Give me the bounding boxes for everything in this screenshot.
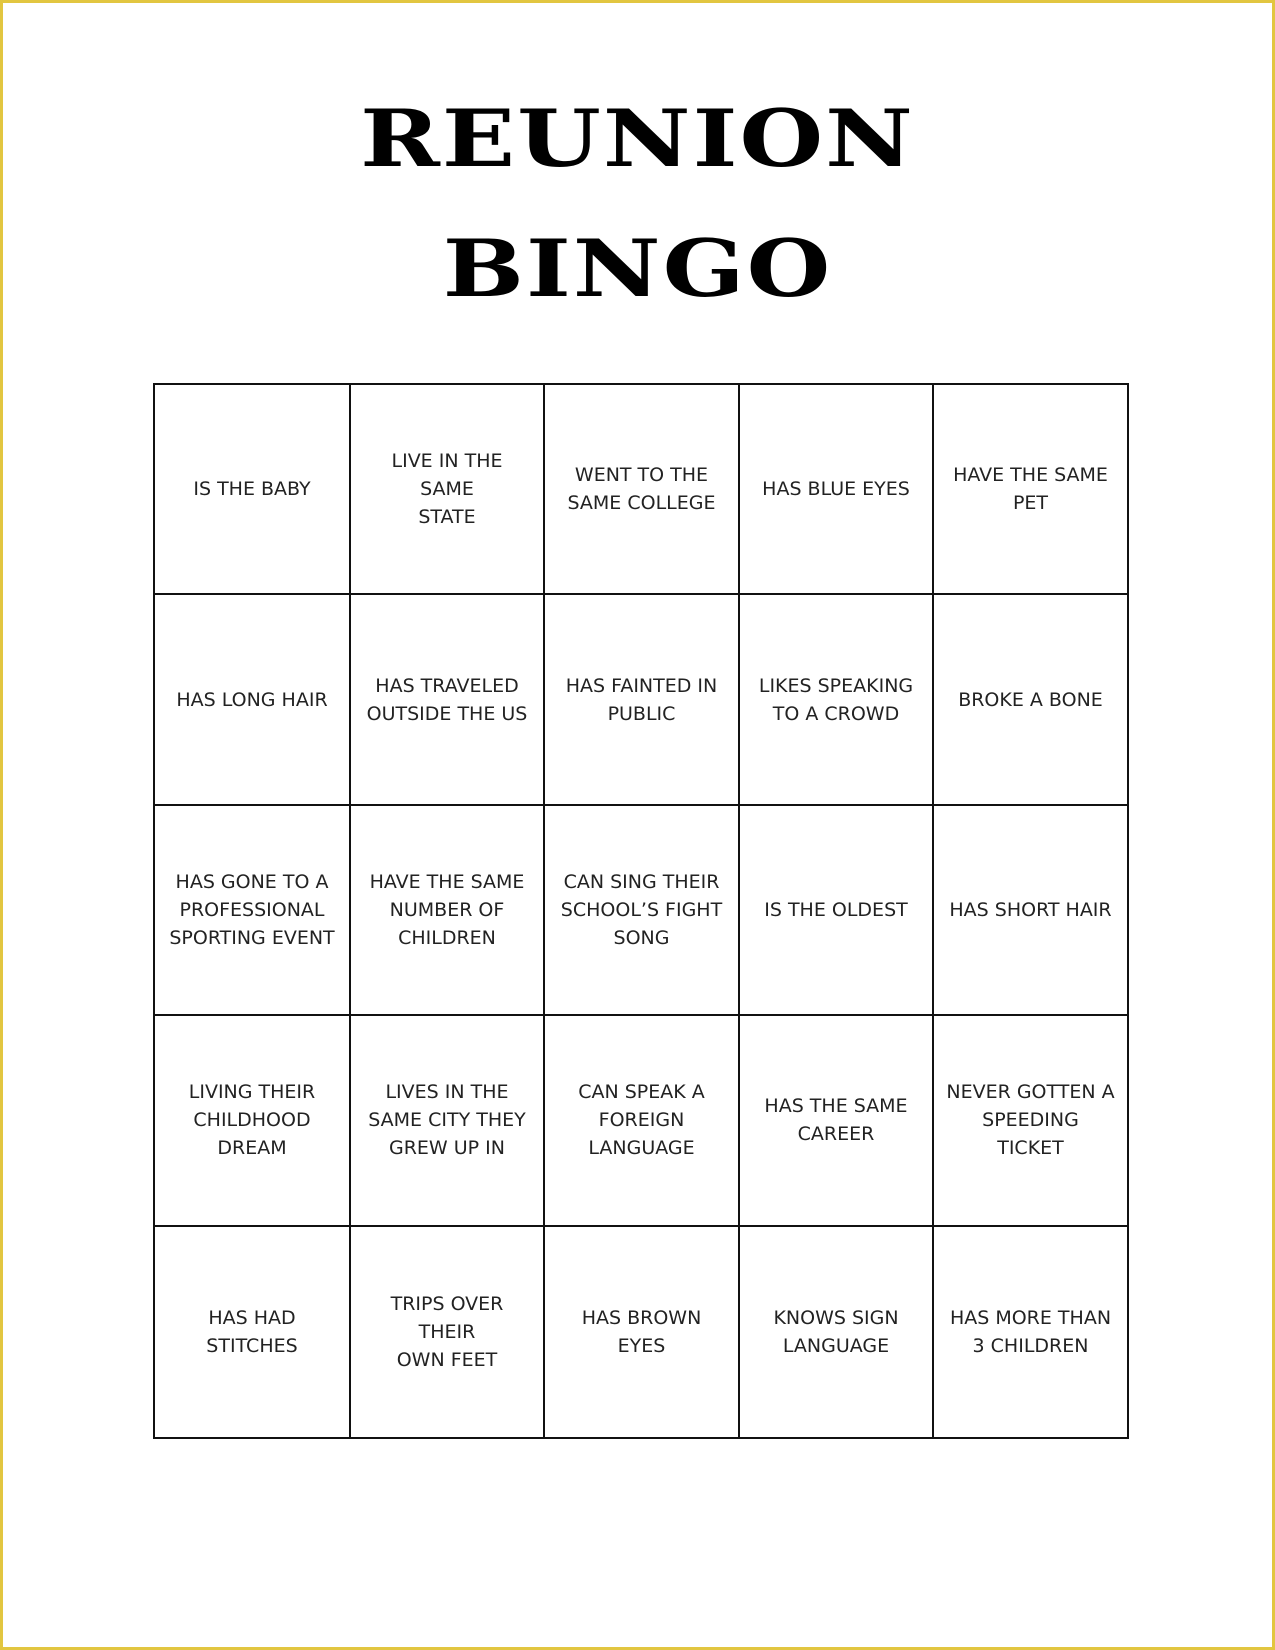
square-text: HAS THE SAME CAREER — [764, 1095, 908, 1146]
title-reunion: REUNION — [360, 92, 915, 185]
square-text: IS THE OLDEST — [764, 898, 908, 921]
square-text: HAS MORE THAN 3 CHILDREN — [949, 1306, 1112, 1357]
square-text: IS THE BABY — [193, 478, 311, 501]
bingo-square-r2-c3[interactable] — [545, 595, 740, 805]
square-text: KNOWS SIGN LANGUAGE — [773, 1306, 899, 1357]
square-text: LIKES SPEAKING TO A CROWD — [758, 674, 914, 725]
bingo-square-r1-c5[interactable] — [934, 385, 1127, 595]
bingo-square-r5-c2[interactable] — [351, 1227, 545, 1437]
bingo-square-r2-c5[interactable] — [934, 595, 1127, 805]
square-text: HAS TRAVELED OUTSIDE THE US — [366, 674, 528, 725]
bingo-square-r3-c5[interactable] — [934, 806, 1127, 1016]
bingo-square-r4-c3[interactable] — [545, 1016, 740, 1226]
square-text: HAVE THE SAME NUMBER OF CHILDREN — [369, 870, 525, 949]
square-text: HAS BLUE EYES — [762, 478, 910, 501]
bingo-square-r2-c4[interactable] — [740, 595, 934, 805]
square-text: HAS BROWN EYES — [581, 1306, 702, 1357]
bingo-square-r2-c1[interactable] — [155, 595, 351, 805]
bingo-square-r4-c1[interactable] — [155, 1016, 351, 1226]
bingo-square-r1-c4[interactable] — [740, 385, 934, 595]
bingo-square-r1-c3[interactable] — [545, 385, 740, 595]
square-text: TRIPS OVER THEIR OWN FEET — [390, 1292, 504, 1371]
square-text: WENT TO THE SAME COLLEGE — [567, 464, 716, 515]
square-text: HAS HAD STITCHES — [206, 1306, 298, 1357]
square-text: HAS GONE TO A PROFESSIONAL SPORTING EVENT — [169, 870, 335, 949]
square-text: HAS LONG HAIR — [176, 688, 328, 711]
bingo-square-r3-c4[interactable] — [740, 806, 934, 1016]
square-text: BROKE A BONE — [958, 688, 1103, 711]
bingo-square-r5-c1[interactable] — [155, 1227, 351, 1437]
square-text: HAS FAINTED IN PUBLIC — [565, 674, 718, 725]
square-text: NEVER GOTTEN A SPEEDING TICKET — [946, 1081, 1115, 1160]
bingo-board — [153, 383, 1129, 1439]
bingo-square-r4-c2[interactable] — [351, 1016, 545, 1226]
bingo-square-r4-c4[interactable] — [740, 1016, 934, 1226]
title-bingo: BINGO — [442, 222, 833, 315]
bingo-square-r5-c4[interactable] — [740, 1227, 934, 1437]
square-text: LIVES IN THE SAME CITY THEY GREW UP IN — [368, 1081, 526, 1160]
square-text: HAVE THE SAME PET — [953, 464, 1108, 515]
square-text: HAS SHORT HAIR — [949, 898, 1112, 921]
bingo-square-r1-c2[interactable] — [351, 385, 545, 595]
bingo-square-r4-c5[interactable] — [934, 1016, 1127, 1226]
bingo-square-r2-c2[interactable] — [351, 595, 545, 805]
square-text: CAN SING THEIR SCHOOL’S FIGHT SONG — [560, 870, 723, 949]
bingo-square-r3-c1[interactable] — [155, 806, 351, 1016]
bingo-square-r1-c1[interactable] — [155, 385, 351, 595]
square-text: CAN SPEAK A FOREIGN LANGUAGE — [578, 1081, 705, 1160]
bingo-square-r3-c3[interactable] — [545, 806, 740, 1016]
bingo-square-r5-c3[interactable] — [545, 1227, 740, 1437]
square-text: LIVE IN THE SAME STATE — [391, 450, 503, 529]
bingo-square-r5-c5[interactable] — [934, 1227, 1127, 1437]
square-text: LIVING THEIR CHILDHOOD DREAM — [188, 1081, 316, 1160]
bingo-square-r3-c2[interactable] — [351, 806, 545, 1016]
